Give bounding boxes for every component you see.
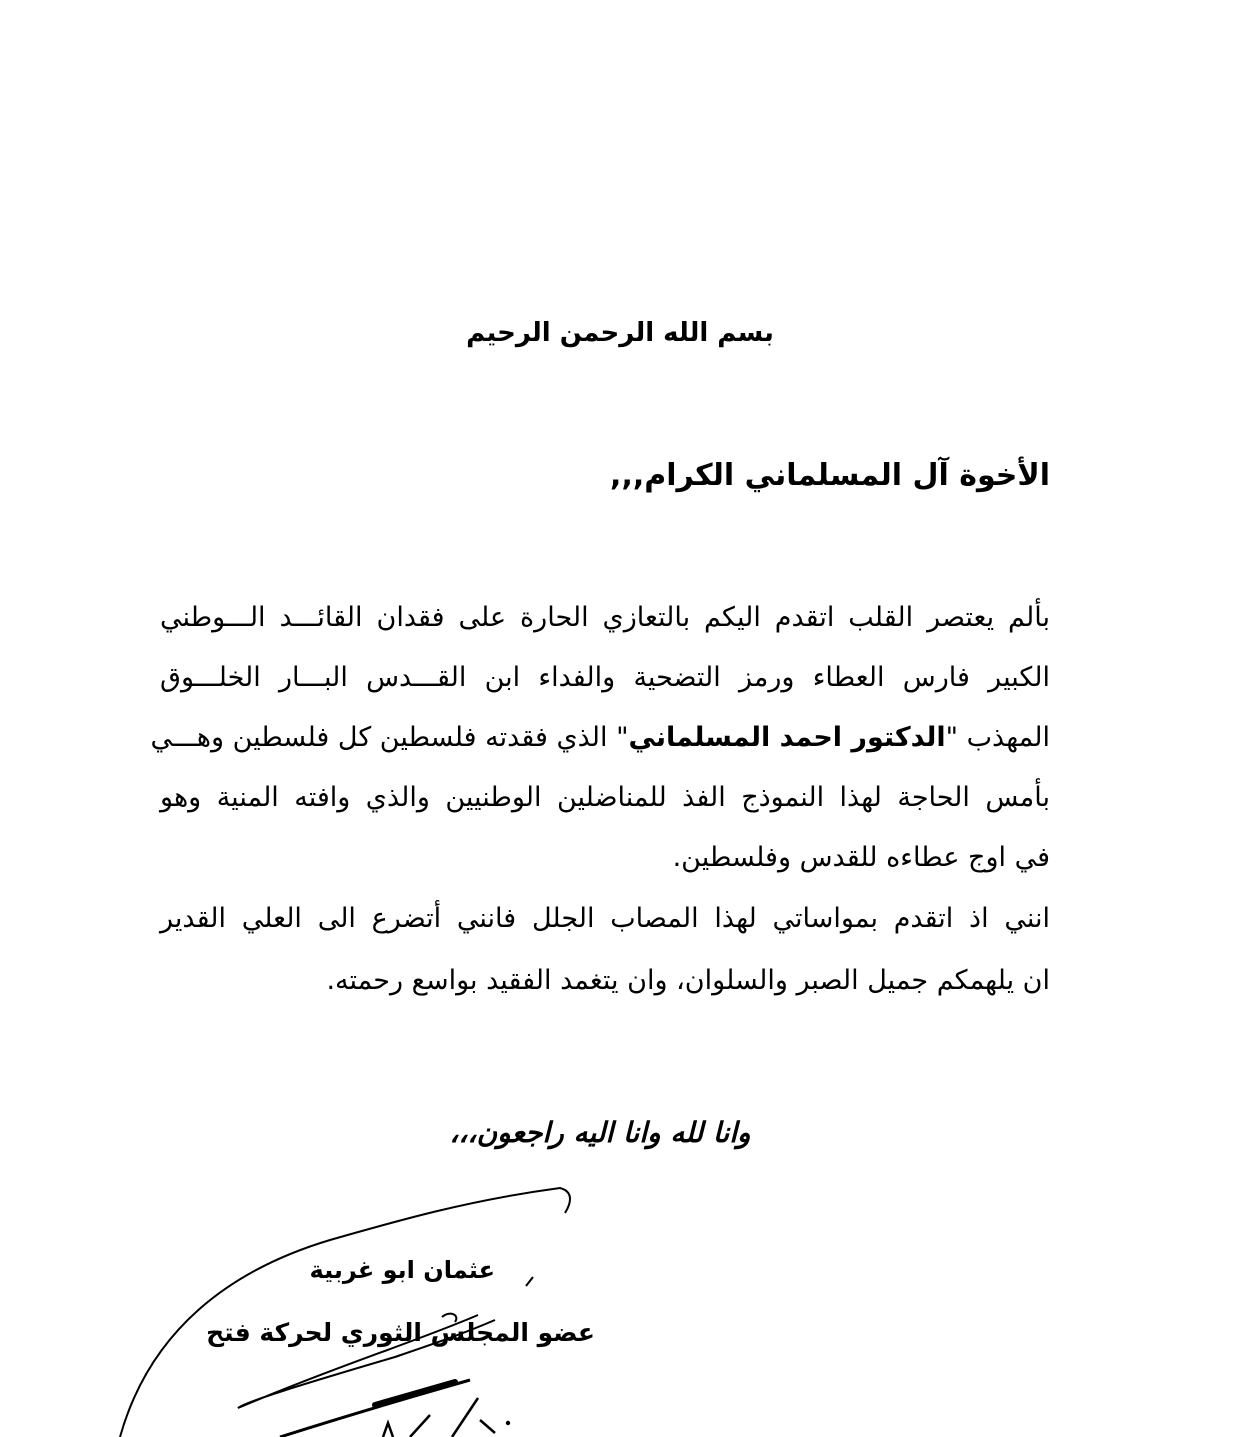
body-line: الكبير فارس العطاء ورمز التضحية والفداء ابن القـــدس البـــار الخلـــوق <box>160 662 1050 693</box>
body-text-fragment: " الذي فقدته فلسطين كل فلسطين وهـــي <box>150 722 629 753</box>
handwritten-date-stroke <box>480 1420 495 1433</box>
signature-heavy-stroke <box>280 1380 470 1437</box>
salutation: الأخوة آل المسلماني الكرام,,, <box>610 458 1050 493</box>
body-text-fragment: المهذب " <box>945 722 1050 753</box>
body-line: ان يلهمكم جميل الصبر والسلوان، وان يتغمد الفقيد بواسع رحمته. <box>326 965 1050 996</box>
body-line: بأمس الحاجة لهذا النموذج الفذ للمناضلين الوطنيين والذي وافته المنية وهو <box>160 782 1050 813</box>
paragraph-condolence <box>150 588 1050 888</box>
deceased-name: الدكتور احمد المسلماني <box>628 722 946 753</box>
signatory-name: عثمان ابو غربية <box>309 1256 495 1284</box>
body-line: في اوج عطاءه للقدس وفلسطين. <box>672 842 1050 873</box>
handwritten-date-stroke <box>452 1398 478 1437</box>
letter-body <box>150 588 1050 1012</box>
paragraph-prayer <box>160 888 1050 1012</box>
body-line <box>150 708 1050 768</box>
basmala-heading: بسم الله الرحمن الرحيم <box>466 318 774 348</box>
signature-loop-stroke <box>120 1188 570 1437</box>
signature-tick-stroke <box>526 1277 533 1286</box>
signature-heavy-stroke-thick <box>375 1382 455 1405</box>
body-line: انني اذ اتقدم بمواساتي لهذا المصاب الجلل فانني أتضرع الى العلي القدير <box>160 903 1050 934</box>
body-line: بألم يعتصر القلب اتقدم اليكم بالتعازي الحارة على فقدان القائـــد الـــوطني <box>160 602 1050 633</box>
handwritten-date-dot <box>506 1421 510 1425</box>
handwritten-date-stroke <box>383 1423 393 1437</box>
handwritten-date-stroke <box>410 1415 430 1437</box>
signatory-title: عضو المجلس الثوري لحركة فتح <box>206 1318 595 1347</box>
closing-phrase: وانا لله وانا اليه راجعون،،، <box>449 1116 751 1149</box>
